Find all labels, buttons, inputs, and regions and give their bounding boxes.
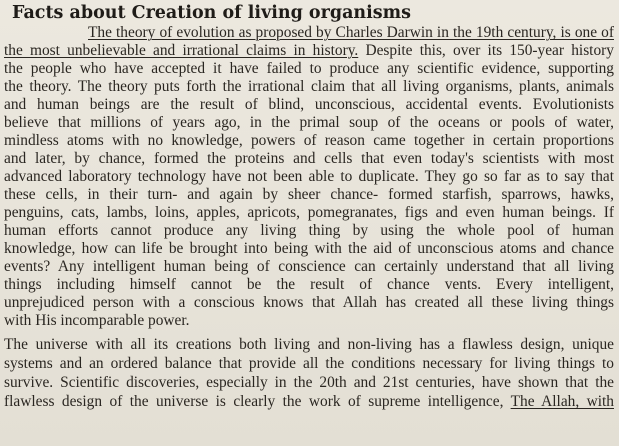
paragraph-1-line-15: things including himself cannot be the result of chance vents. Every intelligent, bbox=[4, 276, 614, 293]
paragraph-2-line-1: The universe with all its creations both living and non-living has a flawless design, unique bbox=[4, 336, 614, 353]
paragraph-2-line-4 bbox=[4, 393, 614, 411]
paragraph-1-line-4: the theory. The theory puts forth the irrational claim that all living organisms, plants, animals bbox=[4, 78, 614, 95]
paragraph-1-line-6: believe that millions of years ago, in the primal soup of the oceans or pools of water, bbox=[4, 114, 614, 131]
paragraph-1-line-17: with His incomparable power. bbox=[4, 312, 190, 329]
underlined-phrase: The Allah, with bbox=[510, 393, 614, 410]
text-segment: flawless design of the universe is clearly the work of supreme intelligence, bbox=[4, 393, 511, 410]
paragraph-1-line-2 bbox=[4, 42, 614, 60]
paragraph-1-line-13: knowledge, how can life be brought into being with the aid of unconscious atoms and chance bbox=[4, 240, 614, 257]
paragraph-1-line-7: mindless atoms with no knowledge, powers of reason came together in certain proportions bbox=[4, 132, 614, 149]
paragraph-1-line-16: unprejudiced person with a conscious knows that Allah has created all these living things bbox=[4, 294, 614, 311]
paragraph-1-line-9: advanced laboratory technology have not been able to duplicate. They go so far as to say that bbox=[4, 168, 614, 185]
document-title: Facts about Creation of living organisms bbox=[12, 3, 411, 23]
paragraph-2-line-3: survive. Scientific discoveries, especially in the 20th and 21st centuries, have shown that the bbox=[4, 374, 614, 391]
underlined-phrase: The theory of evolution as proposed by Charles Darwin in the 19th century, is one of bbox=[88, 24, 614, 41]
underlined-phrase: the most unbelievable and irrational claims in history. bbox=[4, 42, 359, 59]
paragraph-1-line-11: penguins, cats, lambs, loins, apples, apricots, pomegranates, figs and even human beings. If bbox=[4, 204, 614, 221]
paragraph-1-line-14: events? Any intelligent human being of conscience can certainly understand that all living bbox=[4, 258, 614, 275]
paragraph-1-line-1 bbox=[88, 24, 614, 42]
paragraph-1-line-10: these cells, in their turn- and again by sheer chance- formed starfish, sparrows, hawks, bbox=[4, 186, 614, 203]
paragraph-1-line-12: human efforts cannot produce any living thing by using the whole pool of human bbox=[4, 222, 614, 239]
paragraph-1-line-8: and later, by chance, formed the proteins and cells that even today's scientists with most bbox=[4, 150, 614, 167]
text-segment: Despite this, over its 150-year history bbox=[358, 42, 614, 59]
paragraph-2-line-2: systems and an ordered balance that provide all the conditions necessary for living things to bbox=[4, 355, 614, 372]
paragraph-1-line-3: the people who have accepted it have failed to produce any scientific evidence, supporting bbox=[4, 60, 614, 77]
paragraph-1-line-5: and human beings are the result of blind, unconscious, accidental events. Evolutionists bbox=[4, 96, 614, 113]
